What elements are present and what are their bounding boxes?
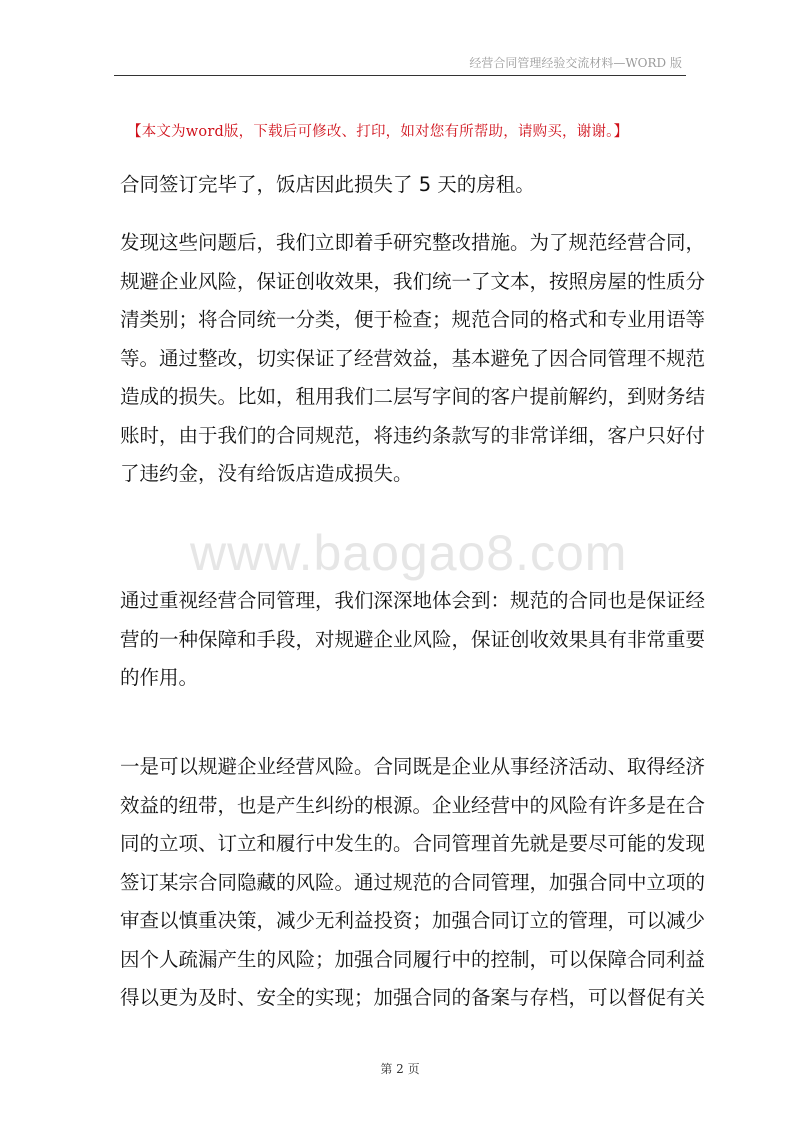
text-line: 签订某宗合同隐藏的风险。通过规范的合同管理，加强合同中立项的: [120, 870, 706, 894]
text-line: 的作用。: [120, 666, 199, 689]
purchase-notice: 【本文为word版，下载后可修改、打印，如对您有所帮助，请购买，谢谢。】: [127, 124, 629, 140]
text-line: 因个人疏漏产生的风险；加强合同履行中的控制，可以保障合同利益: [120, 947, 706, 971]
header-divider: [114, 75, 686, 76]
text-line: 效益的纽带，也是产生纠纷的根源。企业经营中的风险有许多是在合: [120, 793, 706, 817]
text-line: 等。通过整改，切实保证了经营效益，基本避免了因合同管理不规范: [120, 346, 706, 370]
paragraph-3: [120, 582, 706, 698]
page-number: 第 2 页: [380, 1062, 420, 1076]
text-line: 了违约金，没有给饭店造成损失。: [120, 462, 413, 485]
paragraph-4: [120, 748, 706, 1018]
header-title: 经营合同管理经验交流材料—WORD 版: [469, 56, 682, 70]
text-line: 清类别；将合同统一分类，便于检查；规范合同的格式和专业用语等: [120, 308, 706, 331]
text-line: 账时，由于我们的合同规范，将违约条款写的非常详细，客户只好付: [120, 423, 706, 447]
text-line: 营的一种保障和手段，对规避企业风险，保证创收效果具有非常重要: [120, 627, 706, 651]
text-line: 一是可以规避企业经营风险。合同既是企业从事经济活动、取得经济: [120, 755, 706, 778]
text-line: 造成的损失。比如，租用我们二层写字间的客户提前解约，到财务结: [120, 385, 706, 408]
text-line: 通过重视经营合同管理，我们深深地体会到：规范的合同也是保证经: [120, 589, 706, 612]
paragraph-2: [120, 224, 706, 494]
text-line: 审查以慎重决策，减少无利益投资；加强合同订立的管理，可以减少: [120, 909, 706, 932]
text-line: 发现这些问题后，我们立即着手研究整改措施。为了规范经营合同，: [120, 231, 706, 254]
text-line: 合同签订完毕了，饭店因此损失了 5 天的房租。: [120, 173, 535, 196]
text-line: 同的立项、订立和履行中发生的。合同管理首先就是要尽可能的发现: [120, 832, 706, 855]
text-line: 规避企业风险，保证创收效果，我们统一了文本，按照房屋的性质分: [120, 269, 706, 293]
text-line: 得以更为及时、安全的实现；加强合同的备案与存档，可以督促有关: [120, 986, 706, 1009]
watermark: www.baogao8.com: [190, 525, 628, 581]
paragraph-1: [120, 166, 692, 205]
